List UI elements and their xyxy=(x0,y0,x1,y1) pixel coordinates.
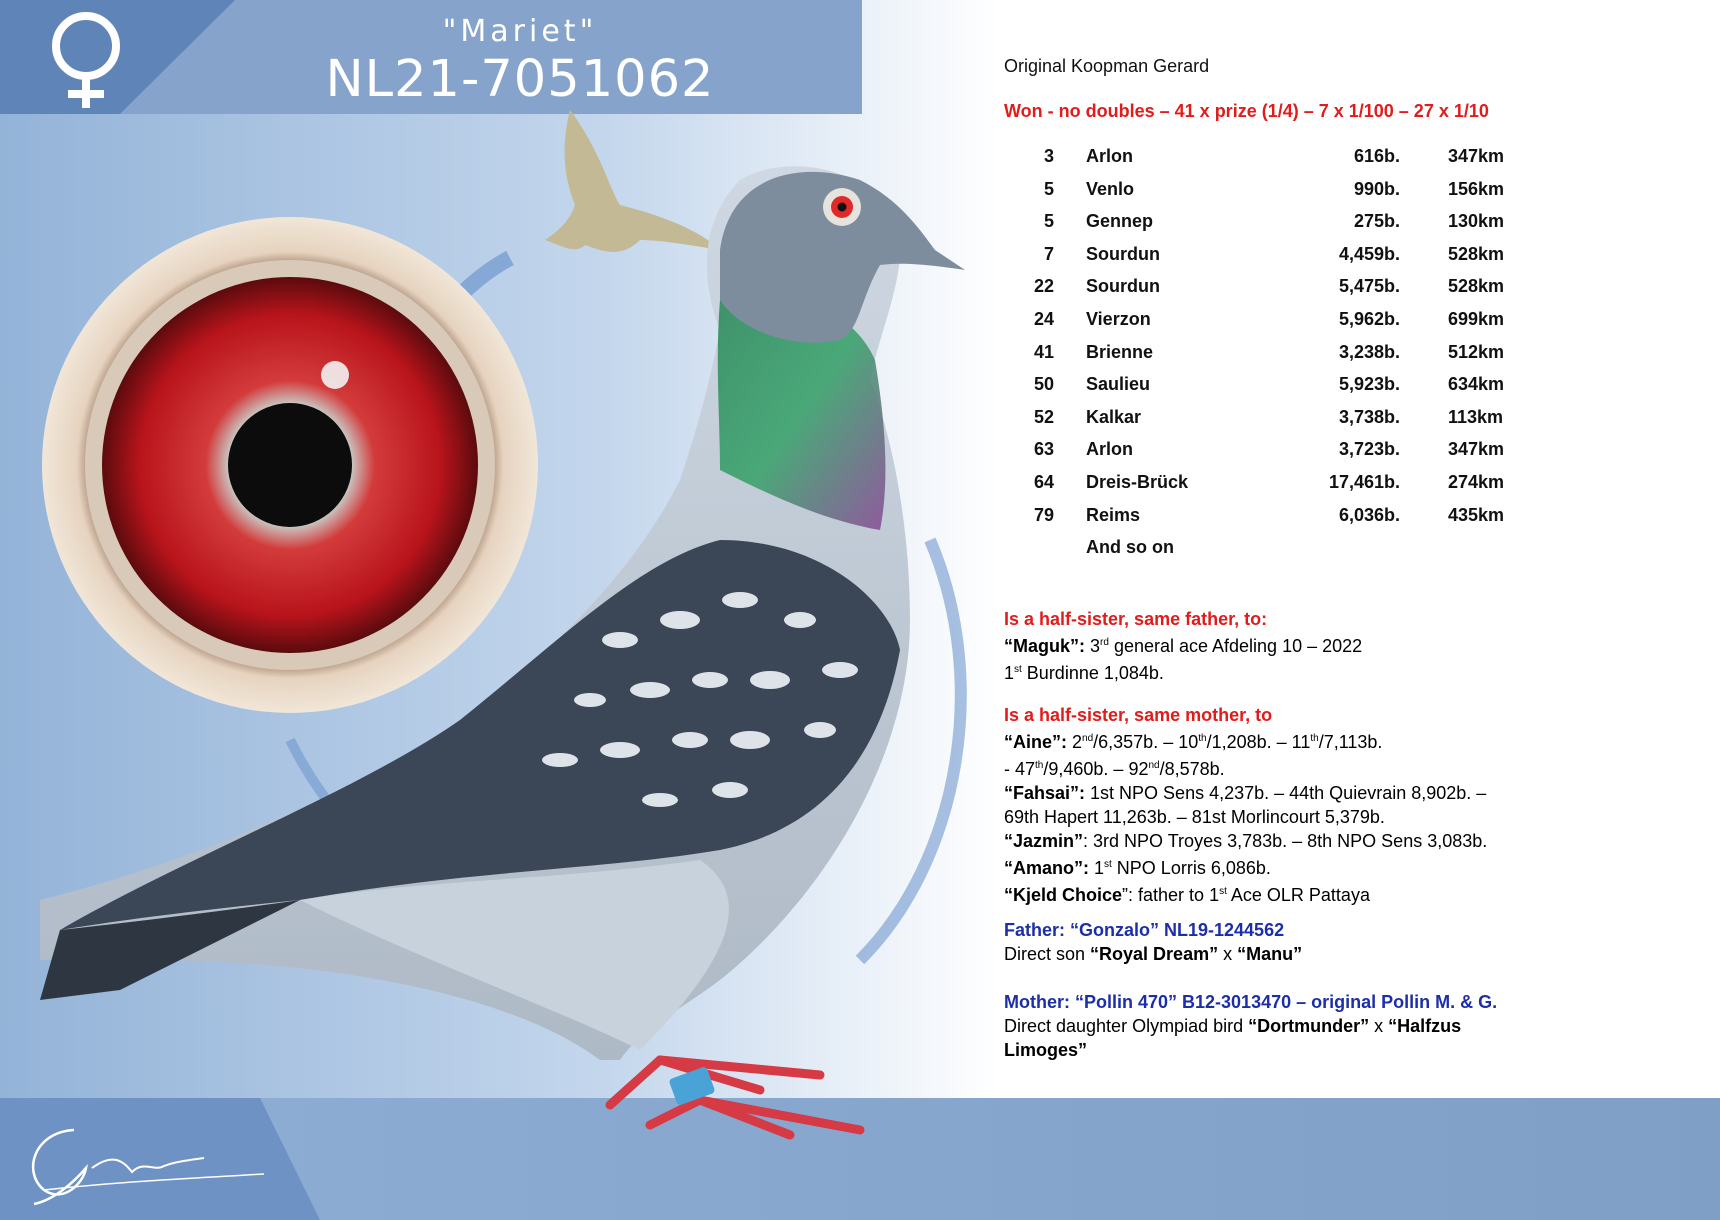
result-distance: 347km xyxy=(1448,146,1505,166)
result-place: 24 xyxy=(1033,308,1054,329)
result-distance: 130km xyxy=(1448,211,1505,232)
result-location: Reims xyxy=(1086,504,1141,525)
result-place: 50 xyxy=(1033,374,1054,395)
result-birds: 990b. xyxy=(1353,178,1400,199)
jazmin-line: “Jazmin”: 3rd NPO Troyes 3,783b. – 8th NPO Sens 3,083b. xyxy=(1004,831,1488,851)
half-sister-mother-section xyxy=(1004,703,1704,907)
father-heading: Father: “Gonzalo” NL19-1244562 xyxy=(1004,920,1285,940)
result-location: Gennep xyxy=(1086,211,1154,232)
result-place: 5 xyxy=(1043,211,1054,232)
mother-heading: Mother: “Pollin 470” B12-3013470 – original Pollin M. & G. xyxy=(1004,992,1498,1012)
father-description: Direct son “Royal Dream” x “Manu” xyxy=(1004,944,1303,964)
mother-description: Direct daughter Olympiad bird “Dortmunder” x “Halfzus xyxy=(1004,1016,1462,1036)
amano-line: “Amano”: 1st NPO Lorris 6,086b. xyxy=(1004,858,1271,878)
result-birds: 275b. xyxy=(1353,211,1400,232)
result-location: Venlo xyxy=(1086,178,1135,199)
result-distance: 512km xyxy=(1448,341,1505,362)
maguk-line-2: 1st Burdinne 1,084b. xyxy=(1004,663,1164,683)
result-place: 5 xyxy=(1043,178,1054,199)
pedigree-info xyxy=(1004,54,1704,123)
result-birds: 17,461b. xyxy=(1328,471,1400,492)
aine-line-2: - 47th/9,460b. – 92nd/8,578b. xyxy=(1004,759,1225,779)
mother-section xyxy=(1004,990,1704,1062)
eye-closeup xyxy=(42,217,538,713)
result-birds: 5,475b. xyxy=(1338,276,1400,297)
result-location: And so on xyxy=(1086,537,1174,558)
result-distance: 435km xyxy=(1448,504,1505,525)
result-location: Brienne xyxy=(1086,341,1154,362)
breeder-line: Original Koopman Gerard xyxy=(1004,56,1210,76)
half-sister-father-section xyxy=(1004,607,1704,685)
father-section xyxy=(1004,918,1704,966)
result-location: Arlon xyxy=(1086,146,1133,166)
result-distance: 113km xyxy=(1448,406,1504,427)
result-place: 22 xyxy=(1033,276,1054,297)
won-summary: Won - no doubles – 41 x prize (1/4) – 7 x 1/100 – 27 x 1/10 xyxy=(1004,101,1489,121)
mother-description-cont: Limoges” xyxy=(1004,1040,1088,1060)
result-distance: 528km xyxy=(1448,243,1505,264)
result-location: Kalkar xyxy=(1086,406,1142,427)
result-location: Arlon xyxy=(1086,439,1133,460)
maguk-line-1: “Maguk”: 3rd general ace Afdeling 10 – 2022 xyxy=(1004,636,1363,656)
half-sister-father-heading: Is a half-sister, same father, to: xyxy=(1004,609,1268,629)
result-location: Sourdun xyxy=(1086,276,1160,297)
result-place: 63 xyxy=(1033,439,1054,460)
result-place: 64 xyxy=(1033,471,1054,492)
kjeld-line: “Kjeld Choice”: father to 1st Ace OLR Pattaya xyxy=(1004,885,1370,905)
result-location: Dreis-Brück xyxy=(1086,471,1189,492)
result-birds: 6,036b. xyxy=(1338,504,1400,525)
aine-line-1: “Aine”: 2nd/6,357b. – 10th/1,208b. – 11th/7,113b. xyxy=(1004,732,1383,752)
result-location: Saulieu xyxy=(1086,374,1151,395)
result-place: 52 xyxy=(1033,406,1054,427)
result-birds: 4,459b. xyxy=(1338,243,1400,264)
half-sister-mother-heading: Is a half-sister, same mother, to xyxy=(1004,705,1273,725)
result-place: 3 xyxy=(1043,146,1054,166)
result-location: Sourdun xyxy=(1086,243,1160,264)
result-birds: 5,923b. xyxy=(1338,374,1400,395)
result-birds: 3,738b. xyxy=(1338,406,1400,427)
fahsai-line-1: “Fahsai”: 1st NPO Sens 4,237b. – 44th Quievrain 8,902b. – xyxy=(1004,783,1487,803)
result-distance: 347km xyxy=(1448,439,1505,460)
maguk-name: “Maguk”: xyxy=(1004,636,1085,656)
result-distance: 699km xyxy=(1448,308,1505,329)
result-place: 79 xyxy=(1033,504,1054,525)
result-distance: 528km xyxy=(1448,276,1505,297)
signature-logo xyxy=(14,1112,274,1212)
result-place: 41 xyxy=(1033,341,1054,362)
female-symbol-icon xyxy=(40,10,132,110)
result-distance: 274km xyxy=(1448,471,1505,492)
result-birds: 3,723b. xyxy=(1338,439,1400,460)
result-birds: 5,962b. xyxy=(1338,308,1400,329)
ring-number: NL21-7051062 xyxy=(325,50,715,109)
result-place: 7 xyxy=(1043,243,1054,264)
result-location: Vierzon xyxy=(1086,308,1151,329)
result-distance: 634km xyxy=(1448,374,1505,395)
result-distance: 156km xyxy=(1448,178,1505,199)
result-birds: 616b. xyxy=(1353,146,1400,166)
result-birds: 3,238b. xyxy=(1338,341,1400,362)
pigeon-nickname: "Mariet" xyxy=(442,14,598,49)
fahsai-line-2: 69th Hapert 11,263b. – 81st Morlincourt 5,379b. xyxy=(1004,807,1385,827)
